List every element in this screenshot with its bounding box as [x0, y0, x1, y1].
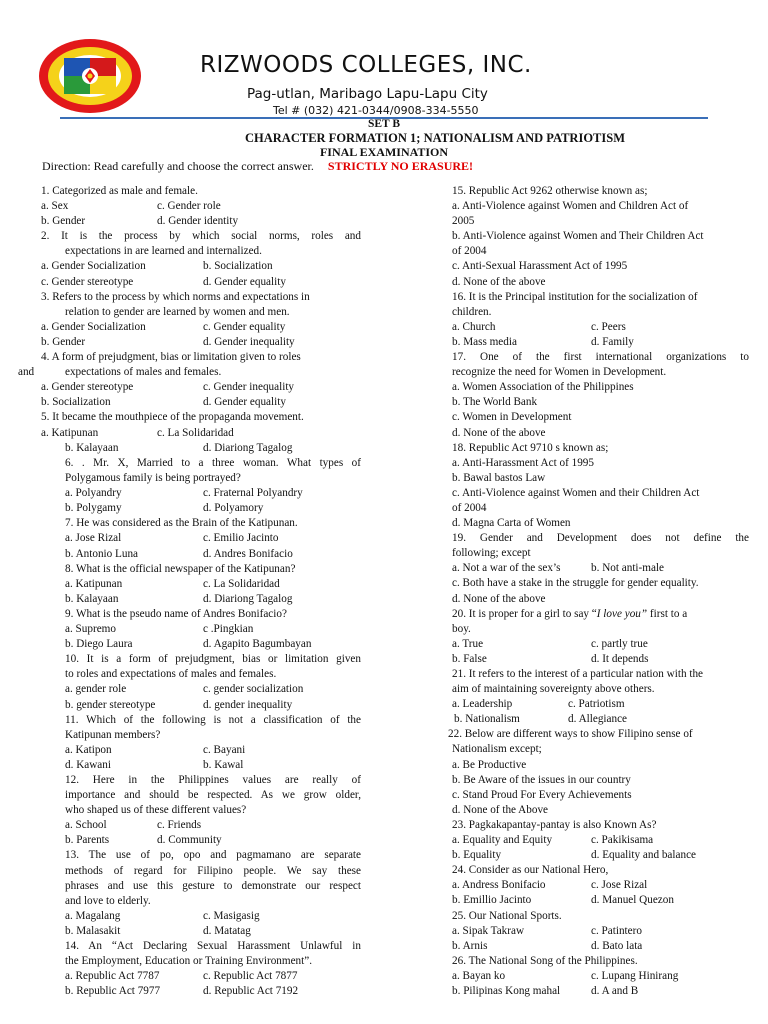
exam-set: SET B — [367, 118, 401, 130]
options-row — [452, 848, 749, 863]
option: b. Parents — [65, 834, 110, 847]
no-erasure-warning: STRICTLY NO ERASURE! — [327, 159, 474, 173]
option: b. gender stereotype — [65, 698, 156, 711]
question-19-cont: following; except — [452, 547, 531, 560]
question-14-cont: the Employment, Education or Training Environment”. — [65, 955, 313, 968]
question-6-cont: Polygamous family is being portrayed? — [65, 472, 241, 485]
options-row — [452, 335, 749, 350]
option: a. Gender Socialization — [41, 260, 146, 273]
right-column — [448, 184, 749, 999]
options-row — [41, 441, 361, 456]
options-row — [452, 561, 749, 576]
option: c. Patriotism — [568, 698, 625, 711]
options-row — [41, 199, 361, 214]
question-17: 17. One of the first international organizations to — [452, 351, 749, 364]
option: b. Malasakit — [65, 924, 121, 937]
option: a. Katipon — [65, 743, 112, 756]
left-column-lower — [65, 456, 361, 999]
question-10: 10. It is a form of prejudgment, bias or limitation given — [65, 653, 361, 666]
options-row — [452, 833, 749, 848]
question-23: 23. Pagkakapantay-pantay is also Known As? — [452, 818, 657, 831]
option-cont: 2005 — [452, 215, 475, 228]
option: b. Socialization — [203, 260, 273, 273]
option: a. Katipunan — [65, 577, 123, 590]
question-3-cont: relation to gender are learned by women and men. — [65, 305, 290, 318]
option: a. Sex — [41, 200, 69, 213]
option: c. Patintero — [591, 924, 642, 937]
option: b. Kalayaan — [65, 592, 119, 605]
option: a. Gender stereotype — [41, 381, 134, 394]
options-row — [452, 984, 749, 999]
exam-title: CHARACTER FORMATION 1; NATIONALISM AND PATRIOTISM — [245, 131, 625, 145]
option: b. Gender — [41, 335, 86, 348]
options-row — [41, 320, 361, 335]
option: a. Magalang — [65, 909, 121, 922]
question-4-and: and — [18, 366, 35, 379]
option: d. Family — [591, 335, 634, 348]
option: b. Emillio Jacinto — [452, 894, 532, 907]
question-4-text: expectations of males and females. — [65, 366, 222, 379]
options-row — [452, 712, 749, 727]
question-7: 7. He was considered as the Brain of the Katipunan. — [65, 517, 298, 530]
question-19: 19. Gender and Development does not define the — [452, 532, 749, 545]
options-row — [65, 698, 361, 713]
question-17-cont: recognize the need for Women in Development. — [452, 366, 667, 379]
option-cont: of 2004 — [452, 501, 487, 514]
options-row — [65, 969, 361, 984]
options-row — [452, 652, 749, 667]
question-3: 3. Refers to the process by which norms and expectations in — [41, 290, 310, 303]
option: a. Be Productive — [452, 758, 527, 771]
question-12-cont: importance and should be respected. As we grow older, — [65, 789, 361, 802]
option: a. Republic Act 7787 — [65, 970, 160, 983]
option: c. Lupang Hinirang — [591, 969, 679, 982]
left-column — [18, 184, 361, 456]
question-26: 26. The National Song of the Philippines. — [452, 954, 638, 967]
option: b. Pilipinas Kong mahal — [452, 984, 561, 997]
option: b. Gender — [41, 215, 86, 228]
question-14: 14. An “Act Declaring Sexual Harassment Unlawful in — [65, 940, 361, 952]
option: d. Gender identity — [157, 215, 239, 228]
option: c. Peers — [591, 320, 626, 333]
option: d. None of the Above — [452, 803, 549, 816]
option: a. Leadership — [452, 698, 513, 711]
option: d. Equality and balance — [591, 849, 696, 862]
question-16: 16. It is the Principal institution for the socialization of — [452, 290, 698, 303]
options-row — [452, 969, 749, 984]
option: d. Andres Bonifacio — [203, 547, 293, 560]
question-9: 9. What is the pseudo name of Andres Bonifacio? — [65, 607, 287, 620]
option: b. Diego Laura — [65, 638, 133, 651]
options-row — [65, 909, 361, 924]
options-row — [65, 486, 361, 501]
question-13: 13. The use of po, opo and pagmamano are separate — [65, 849, 361, 862]
question-4-cont — [18, 365, 361, 380]
question-11-cont: Katipunan members? — [65, 728, 161, 741]
option: c. Women in Development — [452, 411, 572, 424]
option: c. Jose Rizal — [591, 879, 648, 892]
question-20-pre: 20. It is proper for a girl to say “ — [452, 607, 597, 620]
option: d. None of the above — [452, 426, 546, 439]
option: d. Polyamory — [203, 502, 264, 515]
options-row — [452, 878, 749, 893]
options-row — [452, 697, 749, 712]
option: a. Sipak Takraw — [452, 924, 525, 937]
option: d. Magna Carta of Women — [452, 517, 571, 530]
option: b. Republic Act 7977 — [65, 985, 161, 998]
option: d. None of the above — [452, 275, 546, 288]
question-12: 12. Here in the Philippines values are really of — [65, 773, 361, 786]
school-logo — [38, 38, 142, 114]
option: b. False — [452, 652, 487, 665]
option: d. It depends — [591, 652, 649, 665]
option: b. Arnis — [452, 939, 488, 952]
options-row — [65, 833, 361, 848]
option: d. Republic Act 7192 — [203, 985, 299, 998]
option: a. Supremo — [65, 623, 116, 636]
option: d. Diariong Tagalog — [203, 441, 293, 454]
option: b. Anti-Violence against Women and Their Children Act — [452, 230, 704, 243]
option: b. Bawal bastos Law — [452, 471, 546, 484]
option: c. Gender stereotype — [41, 275, 134, 288]
options-row — [65, 622, 361, 637]
option-cont: of 2004 — [452, 245, 487, 258]
options-row — [65, 743, 361, 758]
option: d. Agapito Bagumbayan — [203, 638, 312, 651]
option: a. Not a war of the sex’s — [452, 562, 561, 575]
option: a. True — [452, 637, 484, 650]
options-row — [65, 592, 361, 607]
option: a. Women Association of the Philippines — [452, 381, 634, 394]
option: d. Bato lata — [591, 939, 643, 952]
option: d. Allegiance — [568, 713, 628, 726]
question-21-cont: aim of maintaining sovereignty above others. — [452, 683, 655, 696]
question-20 — [452, 607, 749, 622]
option: a. Polyandry — [65, 487, 122, 500]
question-13-cont: methods of regard for Filipino people. We say these — [65, 864, 361, 877]
option: a. Equality and Equity — [452, 834, 553, 847]
option: c. Anti-Violence against Women and their Children Act — [452, 486, 700, 499]
question-22: 22. Below are different ways to show Filipino sense of — [448, 728, 693, 741]
option: a. Jose Rizal — [65, 532, 122, 545]
option: c. Gender inequality — [203, 381, 295, 394]
option: d. gender inequality — [203, 698, 293, 711]
question-10-cont: to roles and expectations of males and females. — [65, 668, 277, 681]
question-22-cont: Nationalism except; — [452, 743, 542, 756]
option: b. Be Aware of the issues in our country — [452, 773, 631, 786]
question-21: 21. It refers to the interest of a particular nation with the — [452, 668, 704, 680]
question-18: 18. Republic Act 9710 s known as; — [452, 441, 609, 454]
option: d. Gender equality — [203, 396, 286, 409]
option: c. Gender role — [157, 200, 221, 213]
option: d. Gender equality — [203, 275, 286, 288]
option: a. Andress Bonifacio — [452, 879, 546, 892]
option: b. Polygamy — [65, 502, 122, 515]
option: b. The World Bank — [452, 396, 538, 409]
question-15: 15. Republic Act 9262 otherwise known as; — [452, 185, 648, 197]
options-row — [65, 924, 361, 939]
options-row — [452, 924, 749, 939]
options-row — [65, 531, 361, 546]
option: d. Manuel Quezon — [591, 894, 674, 907]
option: d. Diariong Tagalog — [203, 592, 293, 605]
option: b. Kalayaan — [65, 441, 119, 454]
option: c. La Solidaridad — [157, 426, 234, 439]
question-4: 4. A form of prejudgment, bias or limitation given to roles — [41, 351, 301, 364]
question-20-post: first to a — [647, 607, 688, 620]
option: d. Community — [157, 834, 222, 847]
option: a. Katipunan — [41, 426, 99, 439]
question-13-cont: phrases and use this gesture to demonstrate our respect — [65, 879, 361, 892]
options-row — [65, 758, 361, 773]
options-row — [452, 893, 749, 908]
exam-subtitle: FINAL EXAMINATION — [319, 145, 449, 159]
option: b. Mass media — [452, 335, 517, 348]
option: c. partly true — [591, 637, 648, 650]
question-25: 25. Our National Sports. — [452, 909, 562, 922]
option: d. Matatag — [203, 924, 251, 937]
option: c. Stand Proud For Every Achievements — [452, 788, 632, 801]
question-2: 2. It is the process by which social norms, roles and — [41, 230, 361, 243]
options-row — [65, 501, 361, 516]
option: c. Masigasig — [203, 909, 260, 922]
options-row — [65, 577, 361, 592]
question-2-cont: expectations in are learned and internalized. — [65, 245, 262, 258]
question-12-cont: who shaped us of these different values? — [65, 804, 247, 817]
option: c. Emilio Jacinto — [203, 532, 279, 545]
options-row — [41, 275, 361, 290]
option: c. gender socialization — [203, 683, 304, 696]
option: b. Socialization — [41, 396, 111, 409]
option: d. Kawani — [65, 758, 111, 771]
school-telephone: Tel # (032) 421-0344/0908-334-5550 — [273, 104, 479, 117]
question-1: 1. Categorized as male and female. — [41, 185, 198, 197]
question-6: 6. . Mr. X, Married to a three woman. What types of — [65, 457, 361, 469]
question-16-cont: children. — [452, 305, 492, 318]
option: c. Both have a stake in the struggle for gender equality. — [452, 577, 699, 590]
option: c. Anti-Sexual Harassment Act of 1995 — [452, 260, 628, 273]
option: a. School — [65, 819, 107, 832]
question-24: 24. Consider as our National Hero, — [452, 864, 609, 877]
option: b. Kawal — [203, 758, 244, 771]
option: b. Not anti-male — [591, 562, 665, 575]
option: c. Republic Act 7877 — [203, 970, 298, 983]
options-row — [41, 214, 361, 229]
options-row — [65, 682, 361, 697]
option: c. Pakikisama — [591, 834, 654, 847]
school-address: Pag-utlan, Maribago Lapu-Lapu City — [247, 86, 488, 102]
option: c. La Solidaridad — [203, 577, 280, 590]
question-20-quote: I love you” — [596, 607, 648, 620]
options-row — [452, 939, 749, 954]
option: a. gender role — [65, 683, 127, 696]
option: a. Anti-Harassment Act of 1995 — [452, 456, 594, 469]
options-row — [41, 380, 361, 395]
option: a. Church — [452, 320, 496, 333]
options-row — [65, 984, 361, 999]
option: b. Nationalism — [454, 713, 520, 726]
options-row — [65, 637, 361, 652]
option: c. Friends — [157, 819, 202, 832]
options-row — [65, 547, 361, 562]
option: a. Bayan ko — [452, 969, 506, 982]
options-row — [41, 259, 361, 274]
option: b. Antonio Luna — [65, 547, 139, 560]
question-20-cont: boy. — [452, 622, 471, 635]
options-row — [452, 637, 749, 652]
options-row — [41, 335, 361, 350]
option: d. Gender inequality — [203, 335, 295, 348]
directions — [42, 159, 473, 174]
direction-text: Direction: Read carefully and choose the correct answer. — [42, 159, 314, 173]
option: d. A and B — [591, 984, 639, 997]
option: c. Fraternal Polyandry — [203, 487, 303, 500]
option: a. Anti-Violence against Women and Children Act of — [452, 200, 689, 213]
option: b. Equality — [452, 849, 502, 862]
question-11: 11. Which of the following is not a classification of the — [65, 713, 361, 726]
option: c. Gender equality — [203, 320, 286, 333]
question-13-cont: and love to elderly. — [65, 894, 151, 907]
option: c .Pingkian — [203, 623, 254, 636]
question-8: 8. What is the official newspaper of the Katipunan? — [65, 562, 296, 575]
option: a. Gender Socialization — [41, 320, 146, 333]
options-row — [452, 320, 749, 335]
options-row — [65, 818, 361, 833]
option: d. None of the above — [452, 592, 546, 605]
school-name: RIZWOODS COLLEGES, INC. — [200, 52, 532, 78]
options-row — [41, 395, 361, 410]
options-row — [41, 426, 361, 441]
option: c. Bayani — [203, 743, 246, 756]
question-5: 5. It became the mouthpiece of the propaganda movement. — [41, 411, 304, 424]
